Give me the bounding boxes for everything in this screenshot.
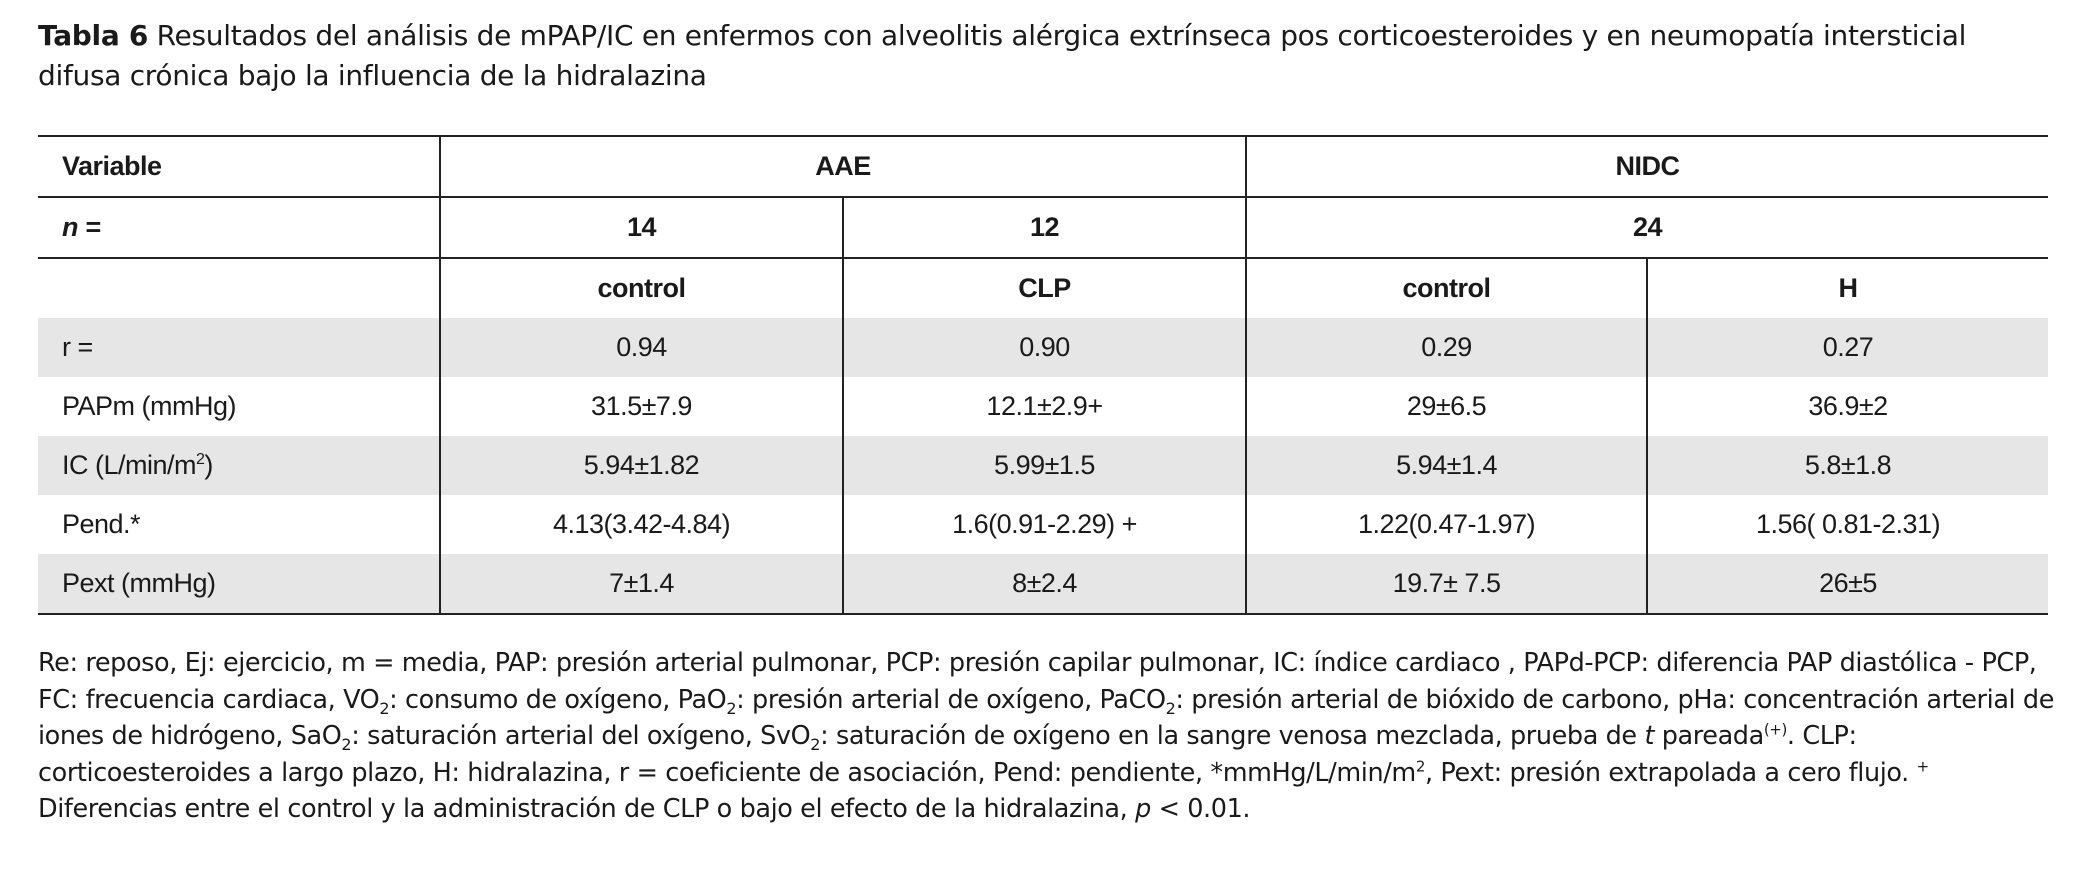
table-label: Tabla 6 [38, 19, 149, 52]
group-nidc-control: control [1246, 258, 1647, 318]
note-sup: + [1916, 757, 1929, 775]
note-text: , Pext: presión extrapolada a cero flujo. [1425, 757, 1917, 788]
note-text: : presión arterial de oxígeno, PaCO [736, 684, 1166, 715]
table-cell: 5.94±1.82 [440, 436, 843, 495]
group-aae-control: control [440, 258, 843, 318]
note-text: : saturación arterial del oxígeno, SvO [351, 721, 811, 751]
note-text: : consumo de oxígeno, PaO [389, 684, 727, 715]
table-cell: 0.90 [843, 318, 1246, 377]
header-row [38, 136, 2048, 197]
table-row [38, 377, 2048, 436]
row-label [38, 436, 440, 495]
table-row [38, 495, 2048, 554]
table-cell: 31.5±7.9 [440, 377, 843, 436]
note-text: Diferencias entre el control y la administración de CLP o bajo el efecto de la hidralazina, [38, 794, 1136, 824]
note-sub: 2 [341, 735, 352, 755]
n-label-text: n = [62, 212, 101, 242]
row-label-sup: 2 [196, 451, 205, 468]
caption-text: Resultados del análisis de mPAP/IC en enfermos con alveolitis alérgica extrínseca pos corticoesteroides y en neumopatía intersticial difusa crónica bajo la influencia de la hidralazina [38, 19, 1967, 92]
header-nidc: NIDC [1246, 136, 2048, 197]
table-cell: 4.13(3.42-4.84) [440, 495, 843, 554]
table-row [38, 554, 2048, 614]
note-text: . CLP: corticoesteroides a largo plazo, H: hidralazina, r = coeficiente de asociación, Pend: pendiente, *mmHg/L/min/m [38, 721, 1857, 788]
n-aae-clp: 12 [843, 197, 1246, 258]
group-row [38, 258, 2048, 318]
header-aae: AAE [440, 136, 1246, 197]
table-row [38, 436, 2048, 495]
table-row [38, 318, 2048, 377]
row-label: PAPm (mmHg) [62, 391, 236, 421]
table-cell: 5.99±1.5 [843, 436, 1246, 495]
note-sub: 2 [1165, 698, 1176, 718]
note-sup: (+) [1763, 720, 1787, 739]
table-cell: 0.29 [1246, 318, 1647, 377]
group-empty [38, 258, 440, 318]
table-cell: 29±6.5 [1246, 377, 1647, 436]
note-sub: 2 [379, 698, 390, 718]
header-variable: Variable [38, 136, 440, 197]
note-sub: 2 [810, 735, 821, 755]
note-sup: 2 [1415, 757, 1426, 775]
note-text: : presión arterial de bióxido de carbono, pHa: concentración arterial de iones de hidrógeno, SaO [38, 684, 2055, 751]
group-nidc-h: H [1647, 258, 2048, 318]
table-footnotes [38, 645, 2058, 828]
row-label: Pext (mmHg) [38, 554, 440, 614]
note-text: Re: reposo, Ej: ejercicio, m = media, PAP: presión arterial pulmonar, PCP: presión capilar pulmonar, IC: índice cardiaco , PAPd-PCP: diferencia PAP diastólica - PCP, FC: frecuencia cardiaca, VO [38, 648, 2037, 715]
table-cell: 8±2.4 [843, 554, 1246, 614]
table-cell: 19.7± 7.5 [1246, 554, 1647, 614]
note-italic: t [1644, 721, 1655, 751]
row-label-main: IC (L/min/m [62, 450, 197, 480]
table-cell: 0.94 [440, 318, 843, 377]
note-text: : saturación de oxígeno en la sangre venosa mezclada, prueba de [820, 721, 1645, 751]
table-cell: 1.22(0.47-1.97) [1246, 495, 1647, 554]
table-cell: 1.56( 0.81-2.31) [1647, 495, 2048, 554]
table-cell: 7±1.4 [440, 554, 843, 614]
results-table [38, 135, 2048, 615]
table-cell: 0.27 [1647, 318, 2048, 377]
table-cell: 12.1±2.9+ [843, 377, 1246, 436]
n-aae-control: 14 [440, 197, 843, 258]
table-cell: 1.6(0.91-2.29) + [843, 495, 1246, 554]
note-italic: p [1135, 794, 1151, 824]
note-text: pareada [1654, 721, 1764, 751]
table-cell: 5.94±1.4 [1246, 436, 1647, 495]
n-nidc: 24 [1246, 197, 2048, 258]
n-label [38, 197, 440, 258]
row-label: r = [38, 318, 440, 377]
n-row [38, 197, 2048, 258]
row-label: Pend.* [62, 509, 141, 539]
group-aae-clp: CLP [843, 258, 1246, 318]
table-cell: 26±5 [1647, 554, 2048, 614]
table-cell: 36.9±2 [1647, 377, 2048, 436]
table-cell: 5.8±1.8 [1647, 436, 2048, 495]
row-label-end: ) [204, 450, 213, 480]
note-text: < 0.01. [1150, 794, 1251, 824]
table-caption [38, 16, 2048, 96]
note-sub: 2 [726, 698, 737, 718]
